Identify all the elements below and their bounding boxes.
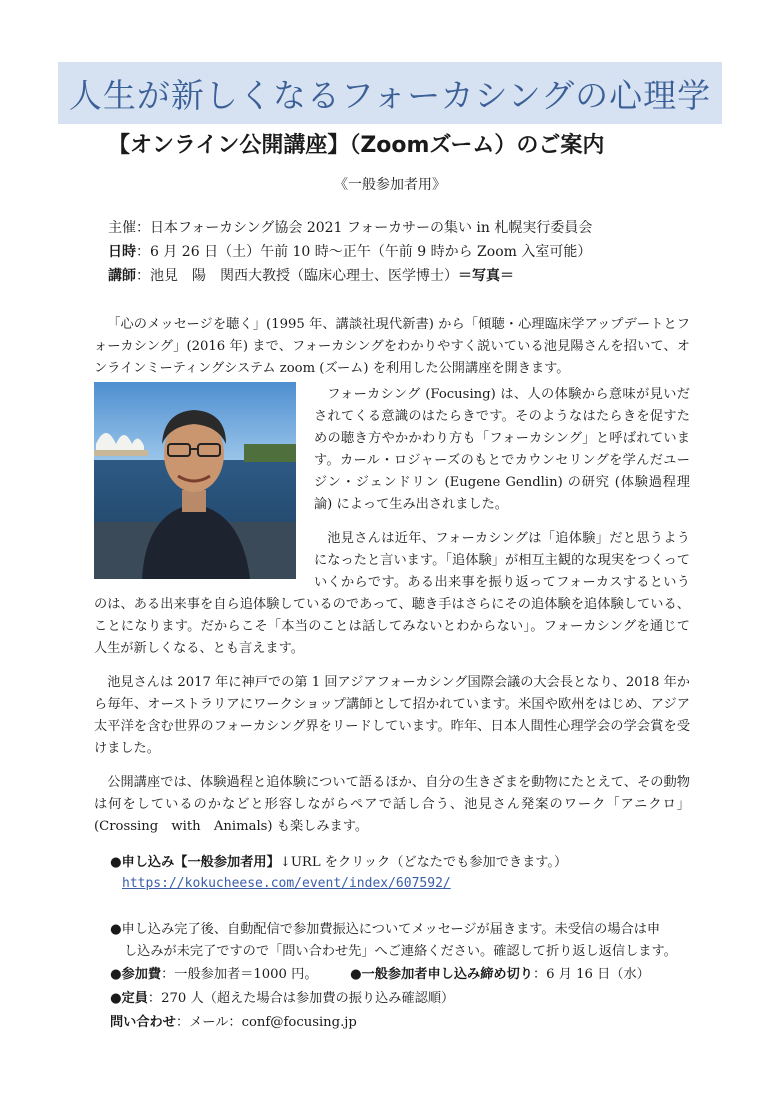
notice-line-2: し込みが未完了ですので「問い合わせ先」へご連絡ください。確認して折り返し返信します。 — [124, 944, 677, 959]
lecturer-line — [108, 265, 514, 285]
datetime-value: ：6 月 26 日（土）午前 10 時〜正午（午前 9 時から Zoom 入室可能） — [136, 244, 592, 260]
audience-label: 《一般参加者用》 — [334, 177, 446, 193]
lecturer-value: ：池見 陽 関西大教授（臨床心理士、医学博士） — [136, 268, 458, 284]
paragraph-intro: 「心のメッセージを聴く」(1995 年、講談社現代新書) から「傾聴・心理臨床学アップデートとフォーカシング」(2016 年) まで、フォーカシングをわかりやすく説いている池見陽さんを招いて、オンラインミーティングシステム zoom (ズーム) を利用した公開講座を開きます。 — [94, 317, 690, 376]
capacity-value: ：270 人（超えた場合は参加費の振り込み確認順） — [147, 991, 455, 1006]
deadline-value: ：6 月 16 日（水） — [532, 967, 650, 982]
notice-line-1: ●申し込み完了後、自動配信で参加費振込についてメッセージが届きます。未受信の場合は申 — [110, 922, 661, 937]
fee-value: ：一般参加者＝1000 円。 — [161, 967, 318, 982]
deadline-line — [350, 963, 650, 982]
description — [94, 314, 690, 838]
page-title: 人生が新しくなるフォーカシングの心理学 — [68, 75, 712, 115]
paragraph-focusing: フォーカシング (Focusing) は、人の体験から意味が見いだされてくる意識のはたらきです。そのようなはたらきを促すための聴き方やかかわり方も「フォーカシング」と呼ばれています。カール・ロジャーズのもとでカウンセリングを学んだユージン・ジェンドリン (Eugene Gendlin) の研究 (体験過程理論) によって生み出されました。 — [314, 387, 690, 512]
apply-text: ↓URL をクリック（どなたでも参加できます。） — [279, 855, 568, 870]
capacity-line — [110, 987, 454, 1006]
photo-note: ＝写真＝ — [458, 268, 514, 284]
datetime-label: 日時 — [108, 244, 136, 260]
contact-value: ：メール：conf@focusing.jp — [175, 1015, 357, 1030]
paragraph-workshop: 公開講座では、体験過程と追体験について語るほか、自分の生きざまを動物にたとえて、その動物は何をしているのかなどと形容しながらペアで話し合う、池見さん発案のワーク「アニクロ」(Crossing with Animals) も楽しみます。 — [94, 775, 690, 834]
contact-label: 問い合わせ — [110, 1015, 176, 1030]
lecturer-photo — [94, 382, 296, 579]
paragraph-reexperience: 池見さんは近年、フォーカシングは「追体験」だと思うようになったと言います。「追体験」が相互主観的な現実をつくっていくからです。ある出来事を振り返ってフォーカスするというのは、ある出来事を自ら追体験しているのであって、聴き手はさらにその追体験を追体験している、ことになります。だからこそ「本当のことは話してみないとわからない」。フォーカシングを通じて人生が新しくなる、とも言えます。 — [94, 531, 690, 656]
fee-label: ●参加費 — [110, 967, 162, 982]
title-banner — [58, 62, 722, 124]
host-label: 主催： — [108, 220, 150, 236]
capacity-label: ●定員 — [110, 991, 148, 1006]
lecturer-label: 講師 — [108, 268, 136, 284]
registration-link[interactable]: https://kokucheese.com/event/index/607592/ — [122, 876, 451, 891]
datetime-line — [108, 241, 591, 261]
deadline-label: ●一般参加者申し込み締め切り — [350, 967, 533, 982]
paragraph-career: 池見さんは 2017 年に神戸での第 1 回アジアフォーカシング国際会議の大会長となり、2018 年から毎年、オーストラリアにワークショップ講師として招かれています。米国や欧州をはじめ、アジア太平洋を含む世界のフォーカシング界をリードしています。昨年、日本人間性心理学会の学会賞を受けました。 — [94, 675, 690, 756]
host-value: 日本フォーカシング協会 2021 フォーカサーの集い in 札幌実行委員会 — [150, 220, 593, 236]
fee-line — [110, 963, 318, 982]
contact-line — [110, 1011, 357, 1030]
apply-label: ●申し込み【一般参加者用】 — [110, 855, 280, 870]
subtitle: 【オンライン公開講座】（Zoomズーム）のご案内 — [108, 133, 605, 158]
host-line — [108, 217, 592, 237]
apply-line — [110, 851, 567, 870]
